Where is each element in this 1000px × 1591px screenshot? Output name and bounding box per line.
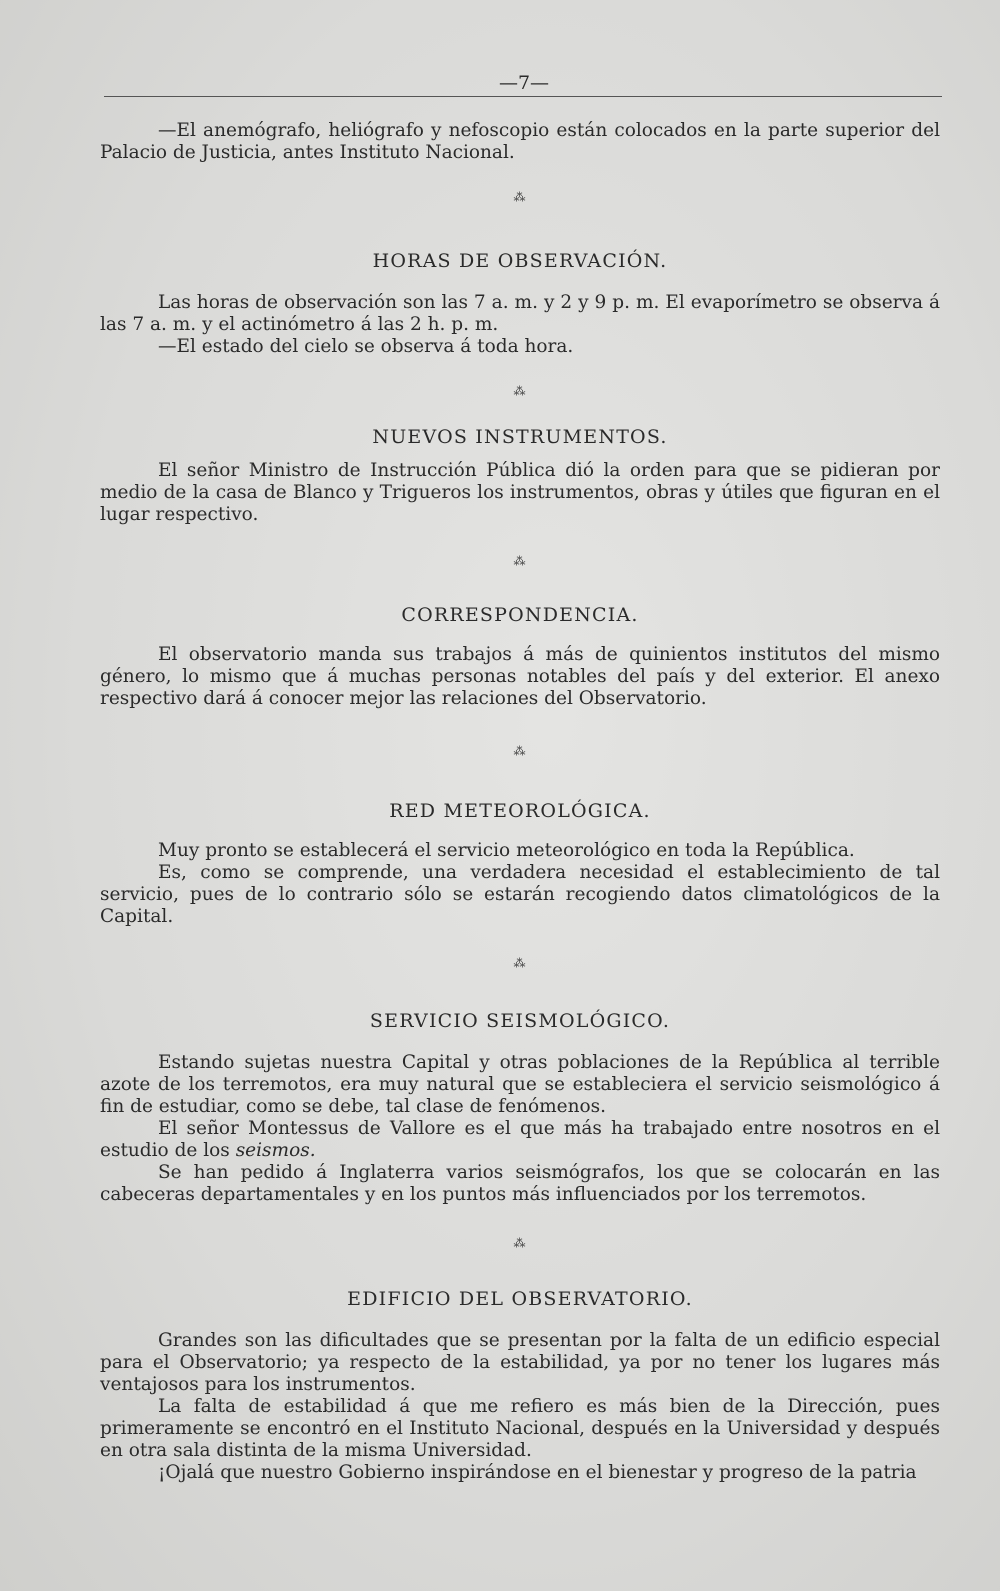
red-paragraph-2: Es, como se comprende, una verdadera necesidad el establecimiento de tal servicio, pues de lo contrario sólo se estarán recogiendo datos climatológicos de la Capital. [100,862,940,927]
edificio-paragraph-1: Grandes son las dificultades que se presentan por la falta de un edificio especial para el Observatorio; ya respecto de la estabilidad, ya por no tener los lugares más ventajosos para los instrumentos. [100,1330,940,1395]
seismo-paragraph-2 [100,1118,940,1162]
asterism-separator: ⁂ [513,384,527,398]
asterism-separator: ⁂ [513,744,527,758]
horas-paragraph-2: —El estado del cielo se observa á toda hora. [158,336,574,357]
heading-red: RED METEOROLÓGICA. [389,800,651,822]
heading-horas: HORAS DE OBSERVACIÓN. [372,250,668,272]
header-rule [104,96,942,97]
red-paragraph-1: Muy pronto se establecerá el servicio meteorológico en toda la República. [158,840,855,861]
text-column [100,120,940,1484]
heading-instrumentos: NUEVOS INSTRUMENTOS. [372,426,668,448]
asterism-separator: ⁂ [513,956,527,970]
page-header [104,60,942,100]
asterism-separator: ⁂ [513,554,527,568]
seismo-paragraph-1: Estando sujetas nuestra Capital y otras poblaciones de la República al terrible azote de los terremotos, era muy natural que se estableciera el servicio seismológico á fin de estudiar, como se debe, tal clase de fenómenos. [100,1052,940,1117]
instrumentos-paragraph-1: El señor Ministro de Instrucción Pública dió la orden para que se pidieran por medio de la casa de Blanco y Trigueros los instrumentos, obras y útiles que figuran en el lugar respectivo. [100,460,940,525]
heading-edificio: EDIFICIO DEL OBSERVATORIO. [347,1288,693,1310]
seismo-paragraph-2-text: El señor Montessus de Vallore es el que más ha trabajado entre nosotros en el estudio de los [100,1118,940,1161]
horas-paragraph-1: Las horas de observación son las 7 a. m. y 2 y 9 p. m. El evaporímetro se observa á las 7 a. m. y el actinómetro á las 2 h. p. m. [100,292,940,335]
heading-seismo: SERVICIO SEISMOLÓGICO. [369,1010,671,1032]
seismo-paragraph-3: Se han pedido á Inglaterra varios seismógrafos, los que se colocarán en las cabeceras departamentales y en los puntos más influenciados por los terremotos. [100,1162,940,1205]
seismo-emphasis: seismos. [235,1140,316,1161]
asterism-separator: ⁂ [513,190,527,204]
page-number: —7— [498,72,550,94]
intro-paragraph: —El anemógrafo, heliógrafo y nefoscopio están colocados en la parte superior del Palacio de Justicia, antes Instituto Nacional. [100,120,940,163]
correspondencia-paragraph-1: El observatorio manda sus trabajos á más de quinientos institutos del mismo género, lo mismo que á muchas personas notables del país y del exterior. El anexo respectivo dará á conocer mejor las relaciones del Observatorio. [100,644,940,709]
edificio-paragraph-2: La falta de estabilidad á que me refiero es más bien de la Dirección, pues primeramente se encontró en el Instituto Nacional, después en la Universidad y después en otra sala distinta de la misma Universidad. [100,1396,940,1461]
heading-correspondencia: CORRESPONDENCIA. [401,604,639,626]
asterism-separator: ⁂ [513,1236,527,1250]
edificio-paragraph-3: ¡Ojalá que nuestro Gobierno inspirándose en el bienestar y progreso de la patria [158,1462,917,1483]
